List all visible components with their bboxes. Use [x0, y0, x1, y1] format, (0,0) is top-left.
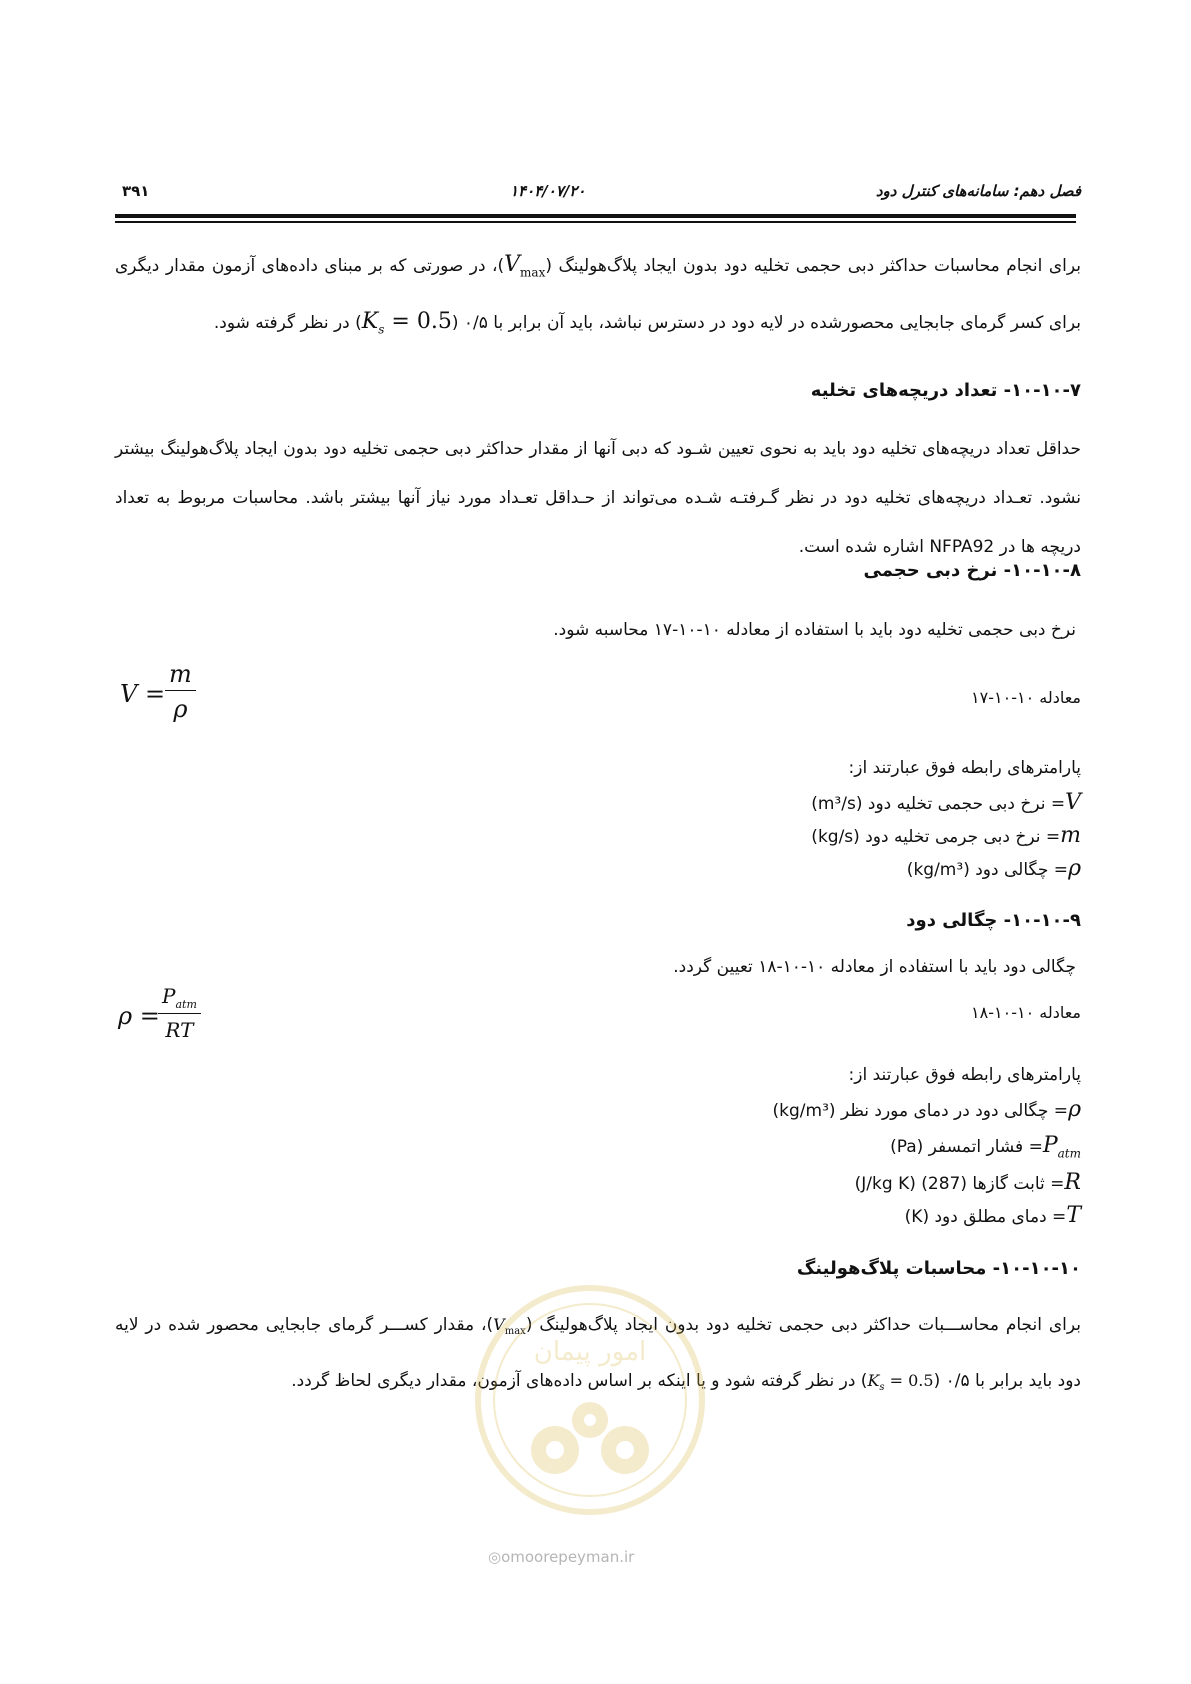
- page-number: ۳۹۱: [122, 182, 150, 200]
- eq18-label: معادله ۱۰-۱۰-۱۸: [971, 1003, 1081, 1022]
- header-rule-thin: [115, 221, 1076, 223]
- header-rule-thick: [115, 214, 1076, 218]
- section7-body: حداقل تعداد دریچه‌های تخلیه دود باید به نحوی تعیین شـود که دبی آنها از مقدار حداکثر دبی حجمی تخلیه دود بدون ایجاد پلاگ‌هولینگ بیشتر نشود. تعـداد دریچه‌های تخلیه دود در نظر گـرفتـه شـده می‌تواند از حـداقل تعـداد مورد نیاز آنها بیشتر باشد. محاسبات مربوط به تعداد دریچه ها در NFPA92 اشاره شده است.: [115, 439, 1081, 557]
- param-row: T= دمای مطلق دود (K): [904, 1203, 1081, 1228]
- intro-text-2: )، در صورتی که بر مبنای داده‌های آزمون مقدار دیگری برای کسر گرمای جابجایی محصورشده در لایه دود در دسترس نباشد، باید آن برابر با ۰/۵ (: [115, 256, 1081, 334]
- eq17-fraction: [165, 660, 196, 723]
- params9-intro: پارامترهای رابطه فوق عبارتند از:: [848, 1065, 1081, 1085]
- section8-body: نرخ دبی حجمی تخلیه دود باید با استفاده از معادله ۱۰-۱۰-۱۷ محاسبه شود.: [553, 620, 1076, 640]
- vmax-symbol: $V_{max}$: [504, 252, 546, 280]
- eq18-fraction: [158, 984, 201, 1042]
- param-row: ρ= چگالی دود (kg/m³): [906, 856, 1081, 881]
- chapter-title: فصل دهم: سامانه‌های کنترل دود: [875, 182, 1081, 200]
- params8-intro: پارامترهای رابطه فوق عبارتند از:: [848, 758, 1081, 778]
- section-heading-10: ۱۰-۱۰-۱۰- محاسبات پلاگ‌هولینگ: [796, 1258, 1081, 1279]
- intro-text-1: برای انجام محاسبات حداکثر دبی حجمی تخلیه دود بدون ایجاد پلاگ‌هولینگ (: [545, 256, 1081, 276]
- watermark-url: ◎omoorepeyman.ir: [488, 1548, 635, 1566]
- eq17-lhs: V =: [120, 680, 166, 708]
- section10-body: برای انجام محاســـبات حداکثر دبی حجمی تخلیه دود بدون ایجاد پلاگ‌هولینگ $(V_{max})،$ مقدار کســـر گرمای جابجایی محصور شده در لایه دود باید برابر با ۰/۵ $(K_s = 0.5)$ در نظر گرفته شود و یا اینکه بر اساس داده‌های آزمون، مقدار دیگری لحاظ گردد.: [115, 1315, 1081, 1394]
- eq18-lhs: ρ =: [118, 1002, 160, 1030]
- section-heading-9: ۱۰-۱۰-۹- چگالی دود: [906, 910, 1081, 931]
- watermark-logo: [470, 1280, 710, 1520]
- param-row: V= نرخ دبی حجمی تخلیه دود (m³/s): [811, 790, 1081, 815]
- intro-paragraph: [115, 240, 1081, 355]
- svg-text:امور پیمان: امور پیمان: [533, 1337, 647, 1367]
- header-date: ۱۴۰۴/۰۷/۲۰: [510, 182, 586, 200]
- eq17-denominator: ρ: [173, 695, 188, 723]
- eq17-numerator: m: [165, 660, 196, 691]
- param-row: ρ= چگالی دود در دمای مورد نظر (kg/m³): [772, 1097, 1081, 1122]
- section-heading-8: ۱۰-۱۰-۸- نرخ دبی حجمی: [863, 560, 1081, 581]
- section-heading-7: ۱۰-۱۰-۷- تعداد دریچه‌های تخلیه: [810, 380, 1081, 401]
- section9-body: چگالی دود باید با استفاده از معادله ۱۰-۱۰-۱۸ تعیین گردد.: [673, 957, 1076, 977]
- eq18-numerator: $P_{atm}$: [158, 984, 201, 1014]
- intro-text-3: ) در نظر گرفته شود.: [213, 313, 362, 334]
- param-row: $P_{atm}=$ فشار اتمسفر (Pa): [890, 1133, 1081, 1161]
- eq18-denominator: RT: [165, 1018, 194, 1042]
- param-row: m= نرخ دبی جرمی تخلیه دود (kg/s): [811, 823, 1081, 848]
- eq17-label: معادله ۱۰-۱۰-۱۷: [971, 688, 1081, 707]
- globe-icon: ◎: [488, 1548, 502, 1566]
- ks-expression: $K_s = 0.5$: [361, 309, 452, 337]
- param-row: R= ثابت گازها (287) (J/kg K): [854, 1170, 1081, 1195]
